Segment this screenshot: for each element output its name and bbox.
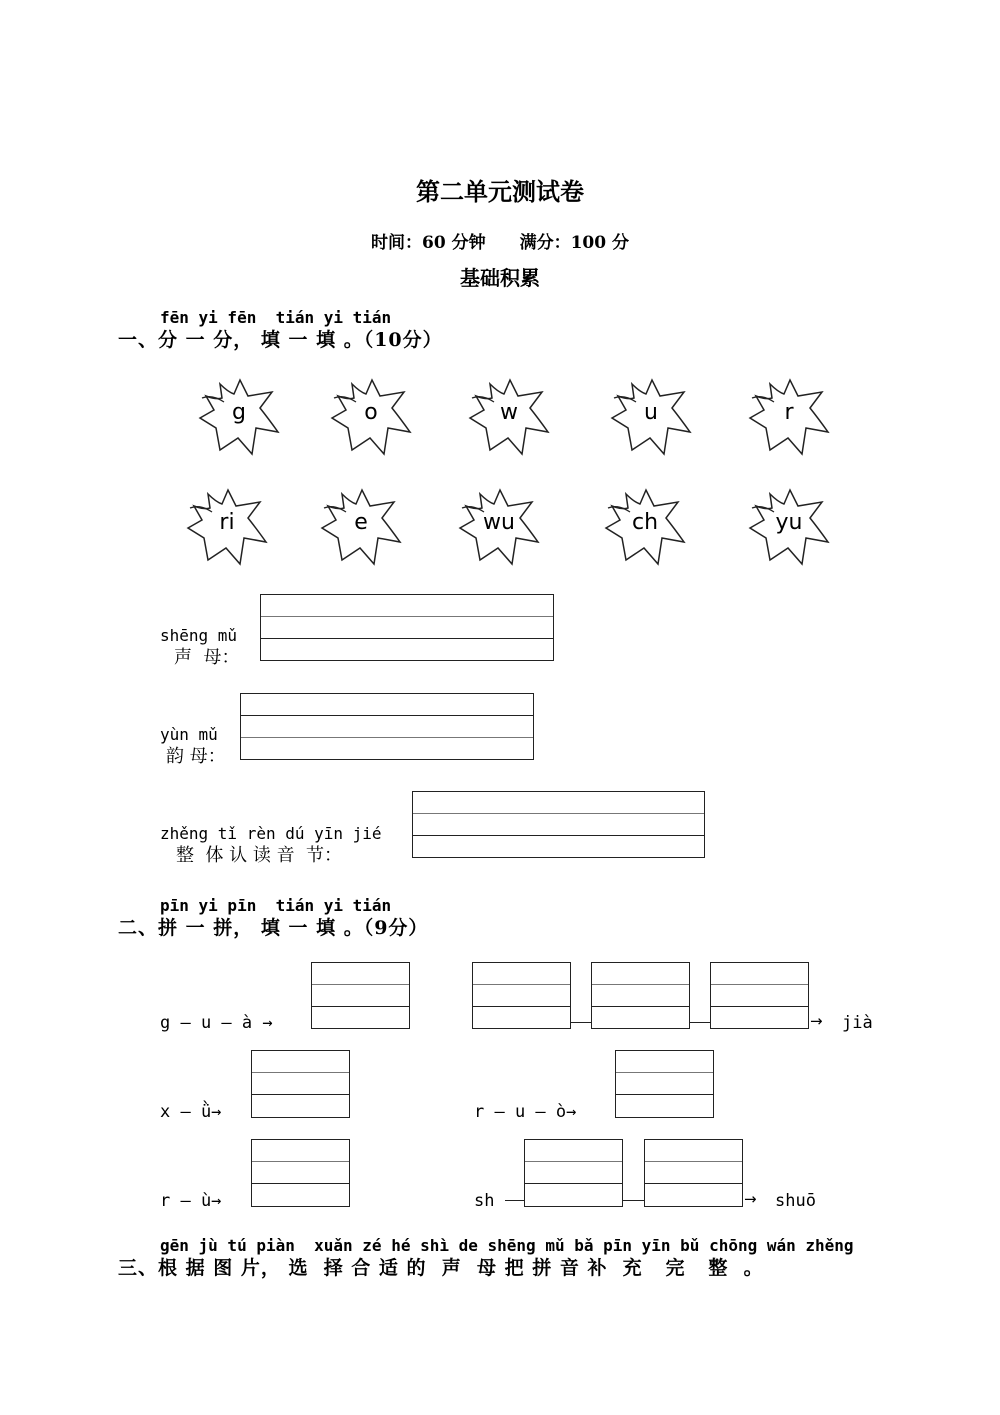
- answer-box[interactable]: [251, 1139, 350, 1207]
- q1-instruction: 一、分 一 分， 填 一 填 。（10分）: [118, 329, 443, 351]
- arrow-right-icon: →: [810, 1012, 823, 1030]
- shengmu-pinyin: shēng mǔ: [160, 626, 238, 645]
- eq-shuo-result: shuō: [775, 1191, 816, 1211]
- eq-gua: g — u — à →: [160, 1013, 273, 1033]
- leaf-card: [468, 378, 550, 456]
- leaf-letter: ri: [219, 510, 235, 535]
- shengmu-label: 声 母：: [174, 647, 240, 668]
- leaf-letter: w: [500, 400, 518, 425]
- eq-ru: r — ù→: [160, 1191, 222, 1211]
- q2-instruction: 二、拼 一 拼， 填 一 填 。（9分）: [118, 917, 429, 939]
- q3-instruction: 三、根 据 图 片， 选 择 合 适 的 声 母 把 拼 音 补 充 完 整 。: [118, 1257, 764, 1279]
- yunmu-label: 韵 母：: [166, 746, 226, 767]
- eq-sh: sh: [474, 1191, 495, 1211]
- exam-info: [0, 228, 1000, 253]
- time-label: 时间：60 分钟: [371, 233, 486, 253]
- q3-pinyin: gēn jù tú piàn xuǎn zé hé shì de shēng mǔ bǎ pīn yīn bǔ chōng wán zhěng: [160, 1236, 854, 1255]
- connector-line: [571, 1022, 591, 1023]
- leaf-card: [330, 378, 412, 456]
- leaf-letter: r: [784, 400, 794, 425]
- page-title: 第二单元测试卷: [416, 177, 584, 206]
- q2-pinyin: pīn yi pīn tián yi tián: [160, 896, 392, 915]
- leaf-letter: wu: [483, 510, 515, 535]
- answer-box[interactable]: [644, 1139, 743, 1207]
- zhengti-answer-box[interactable]: [412, 791, 705, 858]
- eq-ruo: r — u — ò→: [474, 1102, 577, 1122]
- leaf-card: [458, 488, 540, 566]
- connector-line: [690, 1022, 710, 1023]
- yunmu-pinyin: yùn mǔ: [160, 725, 218, 744]
- leaf-letter: e: [354, 510, 368, 535]
- leaf-letter: yu: [775, 510, 803, 535]
- leaf-card: [610, 378, 692, 456]
- leaf-card: [748, 488, 830, 566]
- leaf-card: [198, 378, 280, 456]
- score-label: 满分：100 分: [519, 233, 629, 253]
- leaf-card: [748, 378, 830, 456]
- zhengti-pinyin: zhěng tǐ rèn dú yīn jié: [160, 824, 382, 843]
- answer-box[interactable]: [311, 962, 410, 1029]
- leaf-card: [186, 488, 268, 566]
- leaf-letter: ch: [631, 510, 659, 535]
- connector-line: [505, 1200, 524, 1201]
- answer-box[interactable]: [251, 1050, 350, 1118]
- answer-box[interactable]: [710, 962, 809, 1029]
- leaf-card: [604, 488, 686, 566]
- connector-line: [623, 1200, 644, 1201]
- zhengti-label: 整 体 认 读 音 节：: [176, 845, 343, 866]
- answer-box[interactable]: [524, 1139, 623, 1207]
- leaf-letter: o: [364, 400, 378, 425]
- answer-box[interactable]: [591, 962, 690, 1029]
- leaf-letter: g: [232, 400, 246, 425]
- leaf-card: [320, 488, 402, 566]
- answer-box[interactable]: [615, 1050, 714, 1118]
- answer-box[interactable]: [472, 962, 571, 1029]
- yunmu-answer-box[interactable]: [240, 693, 534, 760]
- leaf-letter: u: [644, 400, 658, 425]
- shengmu-answer-box[interactable]: [260, 594, 554, 661]
- eq-jia-result: jià: [842, 1013, 873, 1033]
- q1-pinyin: fēn yi fēn tián yi tián: [160, 308, 392, 327]
- section-heading: 基础积累: [460, 266, 540, 290]
- arrow-right-icon: →: [744, 1190, 757, 1208]
- eq-xu: x — ǜ→: [160, 1102, 222, 1122]
